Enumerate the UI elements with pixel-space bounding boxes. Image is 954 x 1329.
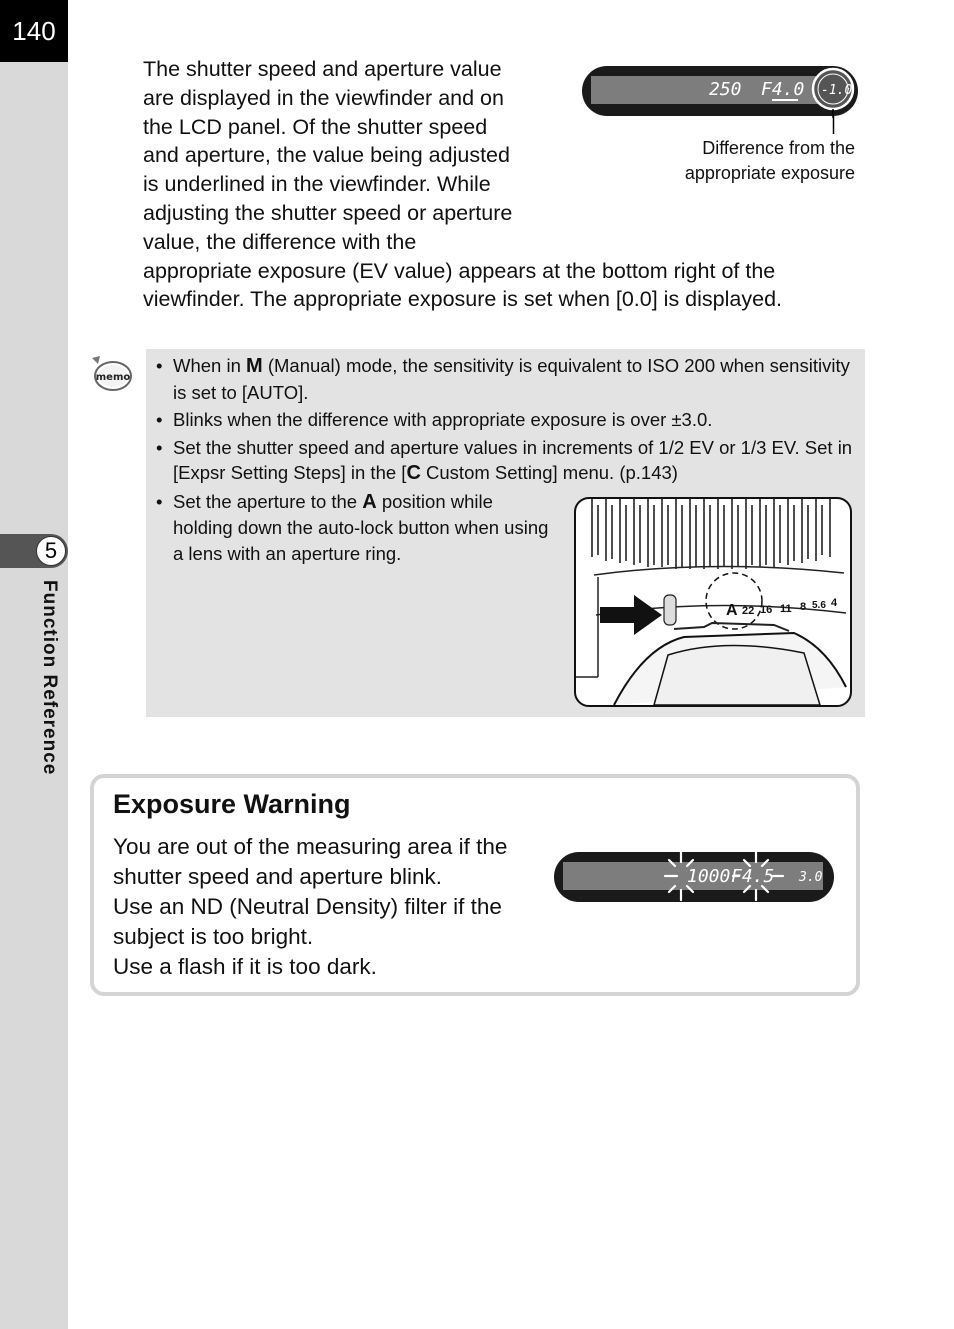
aperture-scale-value: 8: [800, 601, 807, 613]
intro-line: the LCD panel. Of the shutter speed: [143, 114, 488, 139]
ev-difference-readout: -1.0: [821, 83, 853, 98]
exposure-warning-text: [113, 832, 533, 982]
memo-item: • Set the aperture to the A position while holding down the auto-lock button when using a lens with an aperture ring.: [156, 489, 553, 567]
warning-line: Use a flash if it is too dark.: [113, 954, 377, 979]
exposure-warning-title: Exposure Warning: [113, 789, 351, 819]
aperture-a-icon: A: [362, 490, 377, 513]
viewfinder-caption: [640, 136, 855, 186]
page-number: 140: [0, 0, 68, 62]
intro-line: adjusting the shutter speed or aperture: [143, 200, 513, 225]
caption-line: appropriate exposure: [684, 163, 855, 183]
intro-line: appropriate exposure (EV value) appears at the bottom right of the: [143, 258, 776, 283]
ev-readout: 3.0: [799, 870, 823, 885]
memo-item: • When in M (Manual) mode, the sensitivity is equivalent to ISO 200 when sensitivity is set to [AUTO].: [156, 353, 861, 405]
warning-line: subject is too bright.: [113, 924, 314, 949]
aperture-scale-value: 16: [760, 604, 773, 616]
aperture-readout: F4.0: [761, 79, 805, 100]
aperture-scale-value: 4: [831, 597, 838, 609]
blinking-aperture-readout: F4.5: [731, 866, 775, 887]
intro-line: viewfinder. The appropriate exposure is set when [0.0] is displayed.: [143, 287, 782, 312]
chapter-number: 5: [36, 536, 66, 566]
blinking-shutter-readout: 1000: [687, 866, 731, 887]
shutter-speed-readout: 250: [709, 79, 742, 100]
memo-item: • Set the shutter speed and aperture values in increments of 1/2 EV or 1/3 EV. Set in [Expsr Setting Steps] in the [C Custom Setting] menu. (p.143): [156, 435, 861, 487]
manual-mode-icon: M: [246, 355, 263, 377]
viewfinder-display-illustration: [581, 64, 861, 118]
intro-line: value, the difference with the: [143, 229, 417, 254]
intro-line: are displayed in the viewfinder and on: [143, 85, 504, 110]
memo-item: • Blinks when the difference with appropriate exposure is over ±3.0.: [156, 407, 861, 433]
callout-line: [832, 116, 836, 136]
warning-line: You are out of the measuring area if the: [113, 834, 508, 859]
intro-line: The shutter speed and aperture value: [143, 57, 502, 81]
warning-line: Use an ND (Neutral Density) filter if the: [113, 894, 502, 919]
intro-line: is underlined in the viewfinder. While: [143, 172, 491, 197]
blinking-viewfinder-illustration: [553, 848, 835, 904]
custom-setting-icon: C: [406, 462, 421, 484]
aperture-scale-value: 11: [780, 603, 792, 615]
aperture-scale-value: 5.6: [812, 600, 826, 611]
memo-icon: [88, 354, 134, 394]
caption-line: Difference from the: [702, 138, 855, 158]
aperture-scale-value: 22: [742, 605, 755, 617]
warning-line: shutter speed and aperture blink.: [113, 864, 442, 889]
lens-aperture-ring-illustration: [574, 497, 852, 707]
memo-icon-label: memo: [95, 372, 131, 383]
intro-line: and aperture, the value being adjusted: [143, 143, 510, 168]
aperture-a-mark: A: [726, 602, 738, 619]
chapter-title: Function Reference: [39, 580, 60, 776]
